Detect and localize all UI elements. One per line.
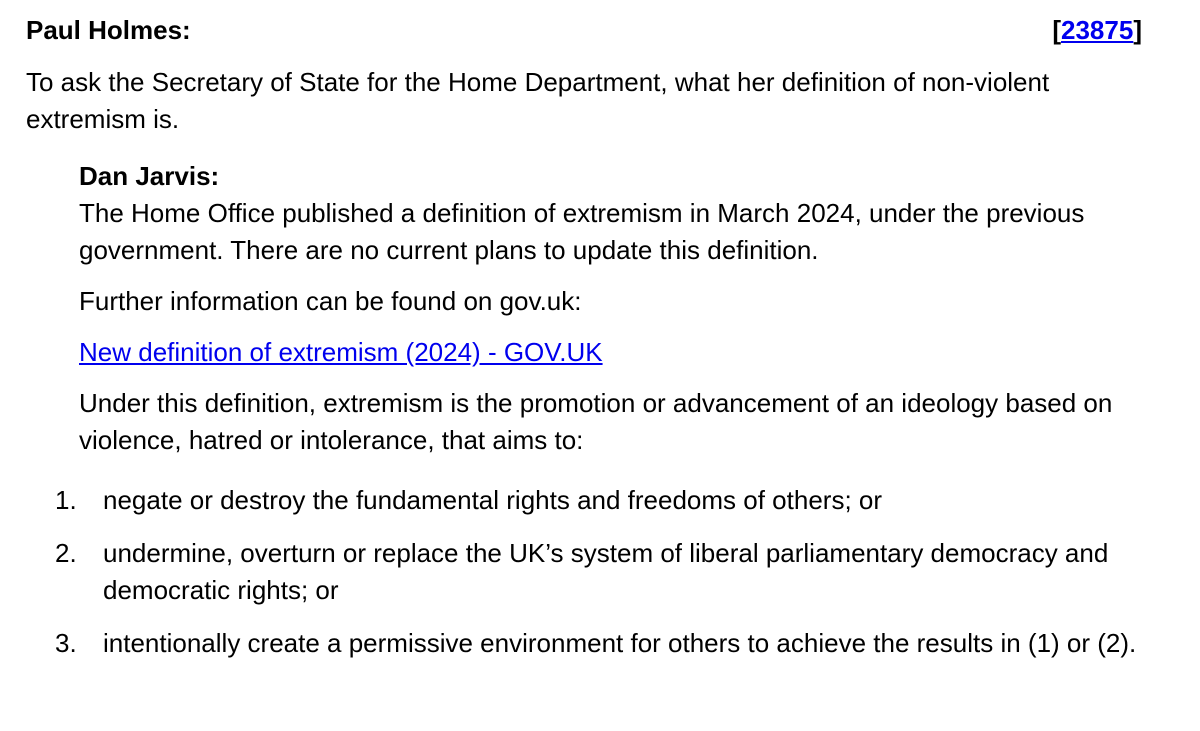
list-item-number: 3.	[55, 628, 77, 658]
list-item-text: undermine, overturn or replace the UK’s system of liberal parliamentary democracy and democratic rights; or	[103, 538, 1109, 605]
list-item	[0, 535, 1163, 609]
ref-open-bracket: [	[1052, 15, 1062, 45]
question-text: To ask the Secretary of State for the Home Department, what her definition of non-violent extremism is.	[26, 67, 1050, 134]
answer-block	[79, 158, 1169, 459]
question-header	[26, 12, 1142, 49]
answerer-name: Dan Jarvis:	[79, 161, 220, 191]
ref-close-bracket: ]	[1133, 15, 1142, 45]
govuk-link-paragraph	[79, 334, 1169, 371]
list-item	[0, 625, 1163, 662]
list-item	[0, 482, 1163, 519]
answer-paragraph: Further information can be found on gov.uk:	[79, 286, 582, 316]
list-item-number: 1.	[55, 485, 77, 515]
govuk-definition-link[interactable]: New definition of extremism (2024) - GOV.UK	[79, 337, 603, 367]
definition-intro: Under this definition, extremism is the promotion or advancement of an ideology based on violence, hatred or intolerance, that aims to:	[79, 388, 1113, 455]
question-reference	[1052, 12, 1142, 49]
list-item-text: negate or destroy the fundamental rights and freedoms of others; or	[103, 485, 883, 515]
list-item-text: intentionally create a permissive environment for others to achieve the results in (1) or (2).	[103, 628, 1137, 658]
question-reference-link[interactable]: 23875	[1061, 15, 1134, 45]
list-item-number: 2.	[55, 538, 77, 568]
answer-paragraph: The Home Office published a definition of extremism in March 2024, under the previous government. There are no current plans to update this definition.	[79, 198, 1085, 265]
definition-aims-list	[0, 482, 1200, 678]
asker-name: Paul Holmes:	[26, 15, 191, 45]
